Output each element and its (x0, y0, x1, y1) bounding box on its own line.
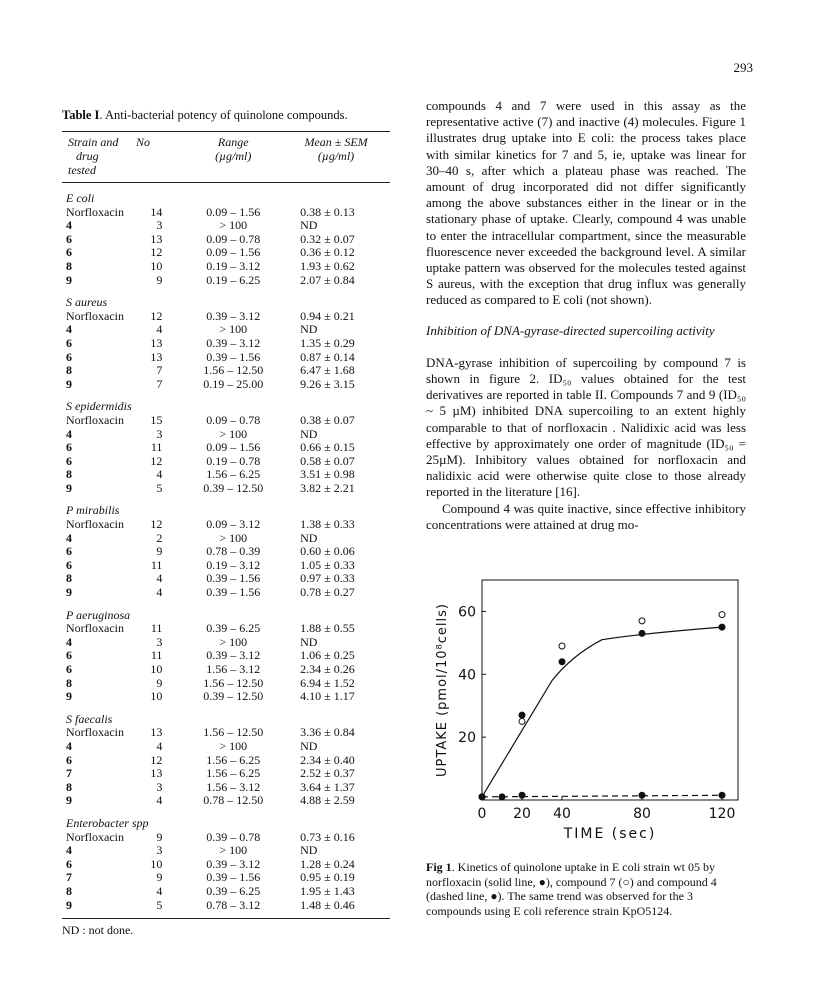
text-column (426, 98, 746, 533)
y-tick-label: 60 (458, 604, 476, 621)
drug-cell: 9 (66, 272, 72, 287)
mean-cell: 0.97 ± 0.33 (300, 571, 355, 586)
count-cell: 9 (156, 272, 163, 287)
count-cell: 12 (150, 245, 163, 260)
drug-cell: 4 (66, 218, 72, 233)
body-paragraph-3: Compound 4 was quite inactive, since effective inhibitory concentrations were attained at drug mo- (426, 500, 746, 532)
drug-cell: 6 (66, 440, 72, 455)
table-row (62, 781, 390, 795)
drug-cell: 4 (66, 426, 72, 441)
mean-cell: ND (300, 634, 318, 649)
count-cell: 4 (156, 585, 163, 600)
series-line-norfloxacin (482, 627, 722, 797)
range-cell: > 100 (219, 738, 248, 753)
table-row (62, 310, 390, 324)
figure-caption-text: . Kinetics of quinolone uptake in E coli strain wt 05 by norfloxacin (solid line, ●), compound 7 (○) and compound 4 (dashed line, ●). The same trend was observed for the 3 compounds using E coli reference strain KpO5124. (426, 860, 717, 918)
page-number: 293 (733, 60, 753, 75)
mean-cell: 2.52 ± 0.37 (300, 766, 355, 781)
range-cell: > 100 (219, 426, 248, 441)
x-tick-label: 20 (513, 806, 531, 822)
table-row (62, 831, 390, 845)
drug-cell: 8 (66, 258, 72, 273)
drug-cell: 8 (66, 779, 72, 794)
uptake-chart (420, 572, 750, 842)
drug-cell: Norfloxacin (66, 517, 124, 532)
table-row (62, 844, 390, 858)
range-cell: > 100 (219, 218, 248, 233)
open-point (559, 643, 565, 649)
table-row (62, 378, 390, 392)
drug-cell: Norfloxacin (66, 204, 124, 219)
mean-cell: 1.28 ± 0.24 (300, 856, 355, 871)
count-cell: 4 (156, 571, 163, 586)
count-cell: 4 (156, 793, 163, 808)
open-point (519, 718, 525, 724)
drug-cell: 6 (66, 335, 72, 350)
count-cell: 12 (150, 308, 163, 323)
table-row (62, 663, 390, 677)
count-cell: 12 (150, 517, 163, 532)
strain-row (62, 495, 390, 518)
filled-point (719, 792, 725, 798)
count-cell: 4 (156, 883, 163, 898)
mean-cell: 0.38 ± 0.07 (300, 412, 355, 427)
body-paragraph-2: DNA-gyrase inhibition of supercoiling by compound 7 is shown in figure 2. ID₅₀ values obtained for the test derivatives are reported in table II. Compounds 7 and 9 (ID₅₀ ~ 5 µM) inhibited DNA supercoiling to an extent highly comparable to that of norfloxacin . Nalidixic acid was less effective by approximately one order of magnitude (ID₅₀ = 25µM). Inhibitory values obtained for norfloxacin and nalidixic acid were otherwise quite close to those already reported in the literature [16]. (426, 354, 746, 500)
filled-point (499, 794, 505, 800)
header-strain: Strain and drug tested (62, 132, 124, 183)
mean-cell: ND (300, 843, 318, 858)
table-row (62, 622, 390, 636)
x-tick-label: 0 (477, 806, 487, 822)
mean-cell: 1.06 ± 0.25 (300, 648, 355, 663)
drug-cell: Norfloxacin (66, 725, 124, 740)
range-cell: > 100 (219, 530, 248, 545)
count-cell: 10 (150, 856, 163, 871)
range-cell: 1.56 – 3.12 (206, 662, 261, 676)
mean-cell: 1.93 ± 0.62 (300, 258, 355, 273)
table-body (62, 183, 390, 919)
table-row (62, 260, 390, 274)
range-cell: 0.39 – 1.56 (206, 571, 261, 586)
table-row (62, 518, 390, 532)
range-cell: 0.39 – 12.50 (203, 689, 264, 704)
count-cell: 3 (156, 634, 163, 649)
mean-cell: 3.82 ± 2.21 (300, 480, 355, 495)
strain-row (62, 391, 390, 414)
mean-cell: 1.95 ± 1.43 (300, 883, 355, 898)
range-cell: 0.09 – 1.56 (206, 440, 261, 455)
mean-cell: 9.26 ± 3.15 (300, 376, 355, 391)
mean-cell: 1.38 ± 0.33 (300, 517, 355, 532)
drug-cell: 4 (66, 322, 72, 337)
open-point (719, 612, 725, 618)
mean-cell: ND (300, 426, 318, 441)
table-row (62, 532, 390, 546)
count-cell: 4 (156, 738, 163, 753)
drug-cell: 6 (66, 453, 72, 468)
range-cell: 0.78 – 3.12 (206, 897, 261, 912)
count-cell: 3 (156, 218, 163, 233)
strain-row (62, 287, 390, 310)
table-row (62, 740, 390, 754)
range-cell: > 100 (219, 843, 248, 858)
drug-cell: 6 (66, 349, 72, 364)
y-tick-label: 40 (458, 667, 476, 684)
range-cell: 0.78 – 0.39 (206, 544, 261, 559)
drug-cell: 9 (66, 585, 72, 600)
table-caption (62, 108, 390, 123)
table-row (62, 274, 390, 288)
mean-cell: 0.32 ± 0.07 (300, 231, 355, 246)
mean-cell: 2.34 ± 0.26 (300, 662, 355, 676)
drug-cell: 8 (66, 467, 72, 482)
drug-cell: 6 (66, 856, 72, 871)
table-row (62, 726, 390, 740)
table-row (62, 482, 390, 496)
count-cell: 15 (150, 412, 163, 427)
figure-label: Fig 1 (426, 860, 452, 874)
range-cell: 0.39 – 3.12 (206, 856, 261, 871)
mean-cell: 2.07 ± 0.84 (300, 272, 355, 287)
table-row (62, 364, 390, 378)
range-cell: 1.56 – 6.25 (206, 752, 261, 767)
range-cell: 0.39 – 6.25 (206, 621, 261, 636)
range-cell: 0.19 – 6.25 (206, 272, 261, 287)
count-cell: 11 (150, 621, 163, 636)
mean-cell: 3.64 ± 1.37 (300, 779, 355, 794)
table-row (62, 858, 390, 872)
drug-cell: 8 (66, 571, 72, 586)
range-cell: 1.56 – 12.50 (203, 675, 264, 690)
header-mean: Mean ± SEM (µg/ml) (282, 132, 390, 183)
drug-cell: 6 (66, 752, 72, 767)
drug-cell: 4 (66, 738, 72, 753)
count-cell: 13 (150, 349, 163, 364)
mean-cell: 1.88 ± 0.55 (300, 621, 355, 636)
range-cell: 0.39 – 3.12 (206, 308, 261, 323)
count-cell: 7 (156, 376, 163, 391)
mean-cell: ND (300, 218, 318, 233)
mean-cell: 0.58 ± 0.07 (300, 453, 355, 468)
mean-cell: ND (300, 738, 318, 753)
drug-cell: 9 (66, 480, 72, 495)
range-cell: 0.19 – 0.78 (206, 453, 261, 468)
y-axis-label: UPTAKE (pmol/10⁸cells) (435, 603, 450, 777)
mean-cell: 4.88 ± 2.59 (300, 793, 355, 808)
count-cell: 10 (150, 689, 163, 704)
range-cell: 0.19 – 3.12 (206, 258, 261, 273)
range-cell: 1.56 – 3.12 (206, 779, 261, 794)
count-cell: 3 (156, 843, 163, 858)
range-cell: > 100 (219, 634, 248, 649)
drug-cell: 8 (66, 883, 72, 898)
strain-row (62, 600, 390, 623)
range-cell: 0.19 – 25.00 (203, 376, 264, 391)
count-cell: 13 (150, 766, 163, 781)
body-paragraph-1: compounds 4 and 7 were used in this assay as the representative active (7) and inactive (4) molecules. Figure 1 illustrates drug uptake into E coli: the process takes place with similar kinetics for 7 and 5, ie, uptake was linear for 30–40 s, after which a plateau phase was reached. The amount of drug incorporated did not differ significantly among the above substances either in the linear or in the stationary phase of uptake. Clearly, compound 4 was unable to enter the intracellular compartment, since the measurable fluorescence never exceeded the background level. A similar uptake pattern was observed for the molecules tested against S aureus, with the exception that drug influx was generally reduced as compared to E coli (not shown). (426, 98, 746, 308)
count-cell: 11 (150, 557, 163, 572)
count-cell: 3 (156, 779, 163, 794)
drug-cell: 6 (66, 245, 72, 260)
range-cell: 0.39 – 1.56 (206, 870, 261, 885)
count-cell: 10 (150, 258, 163, 273)
plot-frame (482, 580, 738, 800)
potency-table (62, 131, 390, 938)
table-row (62, 586, 390, 600)
range-cell: 1.56 – 12.50 (203, 725, 264, 740)
range-cell: 0.39 – 1.56 (206, 349, 261, 364)
drug-cell: Norfloxacin (66, 412, 124, 427)
table-row (62, 677, 390, 691)
drug-cell: 7 (66, 766, 72, 781)
table-caption-text: . Anti-bacterial potency of quinolone compounds. (99, 108, 348, 122)
strain-name: P aeruginosa (66, 607, 131, 622)
mean-cell: 0.94 ± 0.21 (300, 308, 355, 323)
strain-row (62, 183, 390, 206)
table-row (62, 899, 390, 919)
mean-cell: ND (300, 530, 318, 545)
count-cell: 2 (156, 530, 163, 545)
mean-cell: 3.51 ± 0.98 (300, 467, 355, 482)
drug-cell: 4 (66, 634, 72, 649)
mean-cell: 3.36 ± 0.84 (300, 725, 355, 740)
drug-cell: 9 (66, 376, 72, 391)
drug-cell: Norfloxacin (66, 621, 124, 636)
mean-cell: 0.73 ± 0.16 (300, 829, 355, 844)
mean-cell: 0.95 ± 0.19 (300, 870, 355, 885)
drug-cell: 4 (66, 843, 72, 858)
range-cell: 0.78 – 12.50 (203, 793, 264, 808)
range-cell: 0.09 – 1.56 (206, 245, 261, 260)
table-row (62, 572, 390, 586)
table-row (62, 441, 390, 455)
drug-cell: 9 (66, 793, 72, 808)
range-cell: 0.39 – 0.78 (206, 829, 261, 844)
count-cell: 5 (156, 480, 163, 495)
open-point (639, 618, 645, 624)
range-cell: 0.09 – 3.12 (206, 517, 261, 532)
filled-point (559, 659, 565, 665)
count-cell: 3 (156, 426, 163, 441)
range-cell: 0.09 – 1.56 (206, 204, 261, 219)
header-range: Range (µg/ml) (184, 132, 282, 183)
range-cell: 0.09 – 0.78 (206, 231, 261, 246)
mean-cell: 0.66 ± 0.15 (300, 440, 355, 455)
mean-cell: 1.05 ± 0.33 (300, 557, 355, 572)
range-cell: 0.39 – 3.12 (206, 335, 261, 350)
x-tick-label: 40 (553, 806, 571, 822)
count-cell: 11 (150, 648, 163, 663)
mean-cell: 6.94 ± 1.52 (300, 675, 355, 690)
count-cell: 4 (156, 467, 163, 482)
figure-caption (426, 860, 746, 918)
count-cell: 11 (150, 440, 163, 455)
count-cell: 9 (156, 544, 163, 559)
table-footnote: ND : not done. (62, 919, 390, 938)
count-cell: 12 (150, 453, 163, 468)
range-cell: > 100 (219, 322, 248, 337)
mean-cell: 2.34 ± 0.40 (300, 752, 355, 767)
drug-cell: 7 (66, 870, 72, 885)
count-cell: 9 (156, 829, 163, 844)
strain-row (62, 704, 390, 727)
table-row (62, 545, 390, 559)
drug-cell: 6 (66, 662, 72, 676)
range-cell: 0.39 – 12.50 (203, 480, 264, 495)
count-cell: 9 (156, 675, 163, 690)
table-row (62, 414, 390, 428)
table-row (62, 337, 390, 351)
mean-cell: 1.48 ± 0.46 (300, 897, 355, 912)
drug-cell: 8 (66, 675, 72, 690)
count-cell: 14 (150, 204, 163, 219)
drug-cell: 4 (66, 530, 72, 545)
table-row (62, 767, 390, 781)
range-cell: 0.39 – 1.56 (206, 585, 261, 600)
range-cell: 0.19 – 3.12 (206, 557, 261, 572)
drug-cell: 9 (66, 689, 72, 704)
mean-cell: ND (300, 322, 318, 337)
strain-row (62, 808, 390, 831)
filled-point (639, 792, 645, 798)
strain-name: P mirabilis (66, 503, 120, 518)
mean-cell: 4.10 ± 1.17 (300, 689, 355, 704)
table-row (62, 351, 390, 365)
uptake-figure (420, 572, 750, 842)
count-cell: 10 (150, 662, 163, 676)
filled-point (719, 624, 725, 630)
drug-cell: 6 (66, 648, 72, 663)
table-row (62, 233, 390, 247)
drug-cell: Norfloxacin (66, 308, 124, 323)
table-row (62, 636, 390, 650)
x-axis-label: TIME (sec) (563, 826, 657, 842)
drug-cell: Norfloxacin (66, 829, 124, 844)
section-heading: Inhibition of DNA-gyrase-directed supercoiling activity (426, 322, 715, 338)
filled-point (519, 792, 525, 798)
count-cell: 13 (150, 725, 163, 740)
series-line-compound-4 (482, 795, 722, 797)
table-row (62, 559, 390, 573)
filled-point (479, 794, 485, 800)
mean-cell: 0.87 ± 0.14 (300, 349, 355, 364)
range-cell: 0.39 – 3.12 (206, 648, 261, 663)
count-cell: 5 (156, 897, 163, 912)
filled-point (519, 712, 525, 718)
mean-cell: 1.35 ± 0.29 (300, 335, 355, 350)
mean-cell: 0.38 ± 0.13 (300, 204, 355, 219)
table-row (62, 649, 390, 663)
count-cell: 13 (150, 231, 163, 246)
strain-name: E coli (66, 191, 95, 205)
mean-cell: 0.60 ± 0.06 (300, 544, 355, 559)
strain-name: S aureus (66, 295, 108, 310)
filled-point (639, 630, 645, 636)
drug-cell: 8 (66, 363, 72, 378)
y-tick-label: 20 (458, 730, 476, 747)
mean-cell: 0.78 ± 0.27 (300, 585, 355, 600)
table-row (62, 468, 390, 482)
count-cell: 12 (150, 752, 163, 767)
mean-cell: 0.36 ± 0.12 (300, 245, 355, 260)
range-cell: 0.09 – 0.78 (206, 412, 261, 427)
range-cell: 1.56 – 12.50 (203, 363, 264, 378)
table-row (62, 323, 390, 337)
mean-cell: 6.47 ± 1.68 (300, 363, 355, 378)
strain-name: S epidermidis (66, 399, 132, 414)
range-cell: 1.56 – 6.25 (206, 766, 261, 781)
x-tick-label: 120 (708, 806, 736, 822)
x-tick-label: 80 (633, 806, 651, 822)
count-cell: 7 (156, 363, 163, 378)
table-column (62, 108, 390, 938)
count-cell: 13 (150, 335, 163, 350)
table-row (62, 794, 390, 808)
drug-cell: 9 (66, 897, 72, 912)
table-row (62, 219, 390, 233)
strain-name: S faecalis (66, 711, 113, 726)
range-cell: 0.39 – 6.25 (206, 883, 261, 898)
header-no: No (124, 132, 184, 183)
table-row (62, 455, 390, 469)
range-cell: 1.56 – 6.25 (206, 467, 261, 482)
table-row (62, 885, 390, 899)
count-cell: 9 (156, 870, 163, 885)
table-row (62, 206, 390, 220)
table-row (62, 428, 390, 442)
drug-cell: 6 (66, 231, 72, 246)
table-row (62, 754, 390, 768)
drug-cell: 6 (66, 544, 72, 559)
count-cell: 4 (156, 322, 163, 337)
strain-name: Enterobacter spp (66, 815, 149, 830)
table-row (62, 690, 390, 704)
table-label: Table I (62, 108, 100, 122)
table-row (62, 871, 390, 885)
table-row (62, 246, 390, 260)
drug-cell: 6 (66, 557, 72, 572)
